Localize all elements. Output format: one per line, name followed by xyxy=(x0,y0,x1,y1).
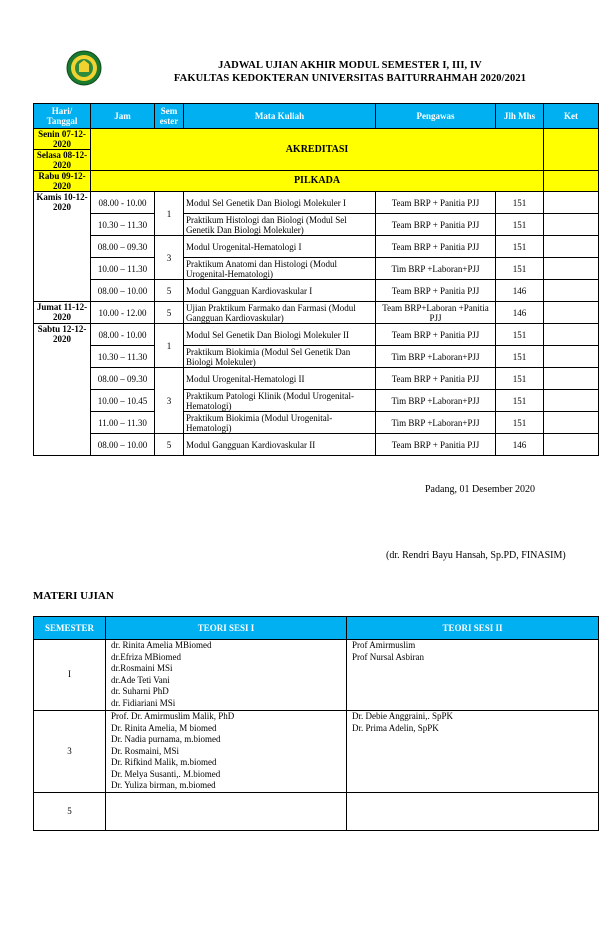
pengawas-cell: Team BRP + Panitia PJJ xyxy=(376,280,496,302)
table-header-row xyxy=(34,617,599,640)
table-row xyxy=(34,412,599,434)
ket-cell xyxy=(544,129,599,171)
mata-kuliah-cell: Modul Sel Genetik Dan Biologi Molekuler II xyxy=(184,324,376,346)
ket-cell xyxy=(544,280,599,302)
section-title-materi: MATERI UJIAN xyxy=(33,590,114,602)
jlh-mhs-cell: 151 xyxy=(496,236,544,258)
jlh-mhs-cell: 146 xyxy=(496,302,544,324)
sesi2-cell xyxy=(347,793,599,831)
ket-cell xyxy=(544,192,599,214)
day-cell: Selasa 08-12-2020 xyxy=(34,150,91,171)
ket-cell xyxy=(544,302,599,324)
lecturer-name: Dr. Nadia purnama, m.biomed xyxy=(111,734,221,744)
semester-cell: 5 xyxy=(155,434,184,456)
table-row xyxy=(34,368,599,390)
jlh-mhs-cell: 151 xyxy=(496,368,544,390)
day-cell: Kamis 10-12-2020 xyxy=(34,192,91,302)
mata-kuliah-cell: Praktikum Histologi dan Biologi (Modul Sel Genetik Dan Biologi Molekuler) xyxy=(184,214,376,236)
pengawas-cell: Tim BRP +Laboran+PJJ xyxy=(376,346,496,368)
document-title-line2: FAKULTAS KEDOKTERAN UNIVERSITAS BAITURRAHMAH 2020/2021 xyxy=(173,73,527,84)
ket-cell xyxy=(544,171,599,192)
jam-cell: 10.00 – 10.45 xyxy=(91,390,155,412)
lecturer-name: Dr. Rifkind Malik, m.biomed xyxy=(111,757,217,767)
col-header-pengawas: Pengawas xyxy=(376,104,496,129)
ket-cell xyxy=(544,346,599,368)
jam-cell: 10.00 – 11.30 xyxy=(91,258,155,280)
ket-cell xyxy=(544,368,599,390)
ket-cell xyxy=(544,258,599,280)
col-header-ket: Ket xyxy=(544,104,599,129)
jam-cell: 11.00 – 11.30 xyxy=(91,412,155,434)
document-title-line1: JADWAL UJIAN AKHIR MODUL SEMESTER I, III, IV xyxy=(218,60,482,71)
mata-kuliah-cell: Modul Sel Genetik Dan Biologi Molekuler I xyxy=(184,192,376,214)
sesi1-cell xyxy=(106,793,347,831)
jam-cell: 08.00 – 10.00 xyxy=(91,280,155,302)
sesi2-cell xyxy=(347,640,599,711)
jlh-mhs-cell: 151 xyxy=(496,412,544,434)
lecturer-name: dr.Ade Teti Vani xyxy=(111,674,170,685)
jlh-mhs-cell: 146 xyxy=(496,280,544,302)
semester-cell: I xyxy=(34,640,106,711)
mata-kuliah-cell: Praktikum Biokimia (Modul Sel Genetik Dan Biologi Molekuler) xyxy=(184,346,376,368)
ket-cell xyxy=(544,324,599,346)
jlh-mhs-cell: 151 xyxy=(496,390,544,412)
day-cell: Rabu 09-12-2020 xyxy=(34,171,91,192)
table-row xyxy=(34,171,599,192)
ket-cell xyxy=(544,434,599,456)
lecturer-name: Dr. Rinita Amelia, M biomed xyxy=(111,722,217,733)
col-header-jam: Jam xyxy=(91,104,155,129)
pengawas-cell: Tim BRP +Laboran+PJJ xyxy=(376,390,496,412)
col-header-hari: Hari/ Tanggal xyxy=(34,104,91,129)
semester-cell: 1 xyxy=(155,192,184,236)
col-header-semester: Sem ester xyxy=(155,104,184,129)
pengawas-cell: Tim BRP +Laboran+PJJ xyxy=(376,412,496,434)
jam-cell: 08.00 - 10.00 xyxy=(91,192,155,214)
lecturer-name: Dr. Rosmaini, MSi xyxy=(111,745,180,756)
table-row xyxy=(34,214,599,236)
table-row xyxy=(34,324,599,346)
col-header-jlh-mhs: Jlh Mhs xyxy=(496,104,544,129)
pengawas-cell: Team BRP + Panitia PJJ xyxy=(376,324,496,346)
mata-kuliah-cell: Praktikum Patologi Klinik (Modul Urogenital-Hematologi) xyxy=(184,390,376,412)
pengawas-cell: Tim BRP +Laboran+PJJ xyxy=(376,258,496,280)
lecturer-name: dr.Rosmaini MSi xyxy=(111,663,173,673)
materi-ujian-table xyxy=(33,616,599,831)
jam-cell: 08.00 – 10.00 xyxy=(91,434,155,456)
table-row xyxy=(34,129,599,150)
mata-kuliah-cell: Praktikum Biokimia (Modul Urogenital-Hematologi) xyxy=(184,412,376,434)
ket-cell xyxy=(544,236,599,258)
mata-kuliah-cell: Ujian Praktikum Farmako dan Farmasi (Modul Gangguan Kardiovaskular) xyxy=(184,302,376,324)
lecturer-name: Dr. Debie Anggraini,. SpPK xyxy=(352,711,453,721)
semester-cell: 5 xyxy=(155,280,184,302)
table-row xyxy=(34,236,599,258)
col-header-sesi2: TEORI SESI II xyxy=(347,617,599,640)
semester-cell: 5 xyxy=(155,302,184,324)
mata-kuliah-cell: Modul Urogenital-Hematologi II xyxy=(184,368,376,390)
pilkada-banner: PILKADA xyxy=(91,171,544,192)
table-row xyxy=(34,302,599,324)
lecturer-name: Dr. Prima Adelin, SpPK xyxy=(352,722,439,733)
day-cell: Sabtu 12-12-2020 xyxy=(34,324,91,456)
lecturer-name: Prof Nursal Asbiran xyxy=(352,651,424,662)
pengawas-cell: Team BRP + Panitia PJJ xyxy=(376,368,496,390)
table-row xyxy=(34,640,599,711)
lecturer-name: dr. Suharni PhD xyxy=(111,686,169,696)
col-header-semester: SEMESTER xyxy=(34,617,106,640)
pengawas-cell: Team BRP + Panitia PJJ xyxy=(376,434,496,456)
ket-cell xyxy=(544,390,599,412)
table-row xyxy=(34,793,599,831)
lecturer-name: Dr. Melya Susanti,. M.biomed xyxy=(111,768,221,779)
jlh-mhs-cell: 146 xyxy=(496,434,544,456)
jam-cell: 08.00 - 10.00 xyxy=(91,324,155,346)
pengawas-cell: Team BRP+Laboran +Panitia PJJ xyxy=(376,302,496,324)
lecturer-name: Prof. Dr. Amirmuslim Malik, PhD xyxy=(111,711,235,721)
table-row xyxy=(34,192,599,214)
jlh-mhs-cell: 151 xyxy=(496,324,544,346)
jam-cell: 10.00 - 12.00 xyxy=(91,302,155,324)
akreditasi-banner: AKREDITASI xyxy=(91,129,544,171)
mata-kuliah-cell: Modul Gangguan Kardiovaskular II xyxy=(184,434,376,456)
jlh-mhs-cell: 151 xyxy=(496,346,544,368)
lecturer-name: Prof Amirmuslim xyxy=(352,640,416,650)
table-row xyxy=(34,711,599,793)
pengawas-cell: Team BRP + Panitia PJJ xyxy=(376,192,496,214)
table-row xyxy=(34,434,599,456)
ket-cell xyxy=(544,214,599,236)
semester-cell: 3 xyxy=(155,368,184,434)
semester-cell: 3 xyxy=(155,236,184,280)
university-seal-icon xyxy=(66,50,102,86)
lecturer-name: dr.Efriza MBiomed xyxy=(111,651,181,662)
lecturer-name: Dr. Yuliza birman, m.biomed xyxy=(111,780,216,790)
mata-kuliah-cell: Modul Urogenital-Hematologi I xyxy=(184,236,376,258)
col-header-mata-kuliah: Mata Kuliah xyxy=(184,104,376,129)
jam-cell: 10.30 – 11.30 xyxy=(91,346,155,368)
lecturer-name: dr. Fidiariani MSi xyxy=(111,697,176,708)
jlh-mhs-cell: 151 xyxy=(496,214,544,236)
sesi1-cell xyxy=(106,640,347,711)
place-date: Padang, 01 Desember 2020 xyxy=(425,484,535,495)
sesi1-cell xyxy=(106,711,347,793)
pengawas-cell: Team BRP + Panitia PJJ xyxy=(376,236,496,258)
table-row xyxy=(34,258,599,280)
table-row xyxy=(34,390,599,412)
jam-cell: 08.00 – 09.30 xyxy=(91,368,155,390)
mata-kuliah-cell: Modul Gangguan Kardiovaskular I xyxy=(184,280,376,302)
jam-cell: 10.30 – 11.30 xyxy=(91,214,155,236)
day-cell: Jumat 11-12-2020 xyxy=(34,302,91,324)
pengawas-cell: Team BRP + Panitia PJJ xyxy=(376,214,496,236)
lecturer-name: dr. Rinita Amelia MBiomed xyxy=(111,640,212,650)
jlh-mhs-cell: 151 xyxy=(496,258,544,280)
table-header-row xyxy=(34,104,599,129)
signatory-name: (dr. Rendri Bayu Hansah, Sp.PD, FINASIM) xyxy=(386,550,566,561)
ket-cell xyxy=(544,412,599,434)
day-cell: Senin 07-12-2020 xyxy=(34,129,91,150)
semester-cell: 3 xyxy=(34,711,106,793)
semester-cell: 5 xyxy=(34,793,106,831)
exam-schedule-table xyxy=(33,103,599,456)
table-row xyxy=(34,280,599,302)
mata-kuliah-cell: Praktikum Anatomi dan Histologi (Modul Urogenital-Hematologi) xyxy=(184,258,376,280)
jam-cell: 08.00 – 09.30 xyxy=(91,236,155,258)
col-header-sesi1: TEORI SESI I xyxy=(106,617,347,640)
semester-cell: 1 xyxy=(155,324,184,368)
jlh-mhs-cell: 151 xyxy=(496,192,544,214)
sesi2-cell xyxy=(347,711,599,793)
table-row xyxy=(34,346,599,368)
